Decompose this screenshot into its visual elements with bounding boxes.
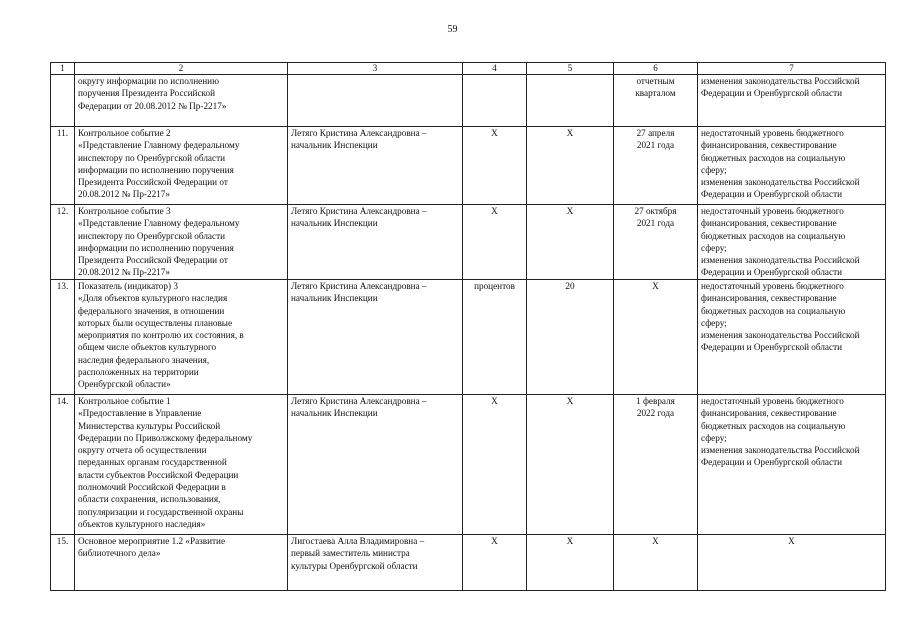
risk-factors: [698, 205, 886, 280]
target-value: X: [527, 535, 614, 591]
item-name: [75, 127, 288, 205]
item-name-line: Федерации от 20.08.2012 № Пр-2217»: [78, 100, 227, 111]
responsible-person-line: Летяго Кристина Александровна –: [291, 396, 427, 406]
risk-factors-line: изменения законодательства Российской: [701, 330, 860, 341]
risk-factors-line: сферу;: [701, 242, 727, 253]
deadline-date-line: X: [652, 536, 659, 546]
item-name-line: «Предоставление в Управление: [78, 408, 202, 419]
item-name-line: власти субъектов Российской Федерации: [78, 469, 239, 480]
target-value: X: [527, 127, 614, 205]
risk-factors-line: X: [788, 536, 795, 546]
item-name-line: округу информации по исполнению: [78, 76, 219, 86]
risk-factors-line: сферу;: [701, 164, 727, 175]
item-name-line: Федерации по Приволжскому федеральному: [78, 432, 253, 443]
row-number: [51, 75, 75, 127]
risk-factors-line: бюджетных расходов на социальную: [701, 420, 846, 431]
column-header: 7: [698, 63, 886, 75]
target-value: X: [527, 395, 614, 535]
item-name: [75, 535, 288, 591]
item-name-line: Оренбургской области»: [78, 379, 171, 390]
item-name: [75, 395, 288, 535]
item-name-line: «Доля объектов культурного наследия: [78, 293, 228, 304]
target-value: X: [527, 205, 614, 280]
responsible-person: [288, 205, 463, 280]
item-name: [75, 280, 288, 395]
risk-factors-line: недостаточный уровень бюджетного: [701, 396, 844, 406]
risk-factors: [698, 535, 886, 591]
risk-factors-line: недостаточный уровень бюджетного: [701, 128, 844, 138]
item-name-line: округу отчета об осуществлении: [78, 445, 207, 456]
risk-factors-line: Федерации и Оренбургской области: [701, 189, 842, 200]
deadline-date-line: 1 февраля: [636, 396, 675, 406]
item-name-line: Министерства культуры Российской: [78, 420, 221, 431]
item-name-line: Контрольное событие 3: [78, 206, 171, 216]
item-name-line: Контрольное событие 2: [78, 128, 171, 138]
item-name-line: переданных органам государственной: [78, 457, 227, 468]
risk-factors-line: финансирования, секвестирование: [701, 408, 837, 419]
risk-factors-line: недостаточный уровень бюджетного: [701, 281, 844, 291]
unit-value: процентов: [463, 280, 527, 395]
deadline-date-line: 27 апреля: [636, 128, 675, 138]
responsible-person-line: Летяго Кристина Александровна –: [291, 128, 427, 138]
table-row: [51, 205, 886, 280]
page-number: 59: [447, 24, 458, 35]
deadline-date: [614, 75, 698, 127]
unit-value: X: [463, 395, 527, 535]
item-name-line: общем числе объектов культурного: [78, 342, 217, 353]
risk-factors-line: Федерации и Оренбургской области: [701, 88, 842, 99]
item-name-line: библиотечного дела»: [78, 548, 161, 559]
responsible-person: [288, 395, 463, 535]
risk-factors-line: бюджетных расходов на социальную: [701, 305, 846, 316]
deadline-date-line: 27 октября: [634, 206, 677, 216]
column-header: 2: [75, 63, 288, 75]
risk-factors-line: недостаточный уровень бюджетного: [701, 206, 844, 216]
column-header: 6: [614, 63, 698, 75]
responsible-person-line: культуры Оренбургской области: [291, 560, 418, 571]
row-number: 14.: [51, 395, 75, 535]
item-name-line: «Представление Главному федеральному: [78, 140, 240, 151]
item-name-line: расположенных на территории: [78, 367, 199, 378]
risk-factors-line: изменения законодательства Российской: [701, 255, 860, 266]
responsible-person: [288, 535, 463, 591]
deadline-date-line: 2022 года: [636, 408, 675, 419]
risk-factors-line: Федерации и Оренбургской области: [701, 267, 842, 278]
item-name-line: поручения Президента Российской: [78, 88, 216, 99]
responsible-person: [288, 75, 463, 127]
responsible-person-line: начальник Инспекции: [291, 293, 378, 304]
risk-factors: [698, 75, 886, 127]
item-name-line: «Представление Главному федеральному: [78, 218, 240, 229]
responsible-person-line: Летяго Кристина Александровна –: [291, 206, 427, 216]
responsible-person: [288, 127, 463, 205]
deadline-date: [614, 205, 698, 280]
row-number: 13.: [51, 280, 75, 395]
risk-factors-line: финансирования, секвестирование: [701, 140, 837, 151]
risk-factors-line: изменения законодательства Российской: [701, 177, 860, 188]
item-name-line: информации по исполнению поручения: [78, 242, 234, 253]
responsible-person-line: Летяго Кристина Александровна –: [291, 281, 427, 291]
risk-factors-line: финансирования, секвестирование: [701, 218, 837, 229]
item-name-line: Контрольное событие 1: [78, 396, 171, 406]
row-number: 12.: [51, 205, 75, 280]
risk-factors: [698, 127, 886, 205]
risk-factors-line: финансирования, секвестирование: [701, 293, 837, 304]
responsible-person: [288, 280, 463, 395]
item-name-line: популяризации и государственной охраны: [78, 506, 244, 517]
column-header: 4: [463, 63, 527, 75]
deadline-date-line: 2021 года: [636, 140, 675, 151]
deadline-date: [614, 535, 698, 591]
row-number: 15.: [51, 535, 75, 591]
item-name-line: инспектору по Оренбургской области: [78, 152, 226, 163]
item-name-line: федерального значения, в отношении: [78, 305, 225, 316]
item-name: [75, 205, 288, 280]
risk-factors-line: изменения законодательства Российской: [701, 76, 860, 86]
row-number: 11.: [51, 127, 75, 205]
column-header: 1: [51, 63, 75, 75]
item-name-line: Президента Российской Федерации от: [78, 255, 228, 266]
deadline-date: [614, 280, 698, 395]
table-row: [51, 75, 886, 127]
item-name-line: наследия федерального значения,: [78, 354, 210, 365]
unit-value: [463, 75, 527, 127]
target-value: [527, 75, 614, 127]
item-name-line: инспектору по Оренбургской области: [78, 230, 226, 241]
item-name-line: 20.08.2012 № Пр-2217»: [78, 189, 170, 200]
responsible-person-line: начальник Инспекции: [291, 408, 378, 419]
item-name-line: объектов культурного наследия»: [78, 518, 206, 529]
risk-factors-line: бюджетных расходов на социальную: [701, 230, 846, 241]
unit-value: X: [463, 127, 527, 205]
table-row: [51, 127, 886, 205]
deadline-date: [614, 395, 698, 535]
deadline-date-line: X: [652, 281, 659, 291]
deadline-date-line: кварталом: [635, 88, 676, 99]
risk-factors-line: изменения законодательства Российской: [701, 445, 860, 456]
item-name-line: 20.08.2012 № Пр-2217»: [78, 267, 170, 278]
responsible-person-line: первый заместитель министра: [291, 548, 410, 559]
item-name-line: которых были осуществлены плановые: [78, 317, 233, 328]
risk-factors-line: Федерации и Оренбургской области: [701, 342, 842, 353]
risk-factors-line: сферу;: [701, 432, 727, 443]
table-row: [51, 280, 886, 395]
risk-factors-line: Федерации и Оренбургской области: [701, 457, 842, 468]
column-header: 3: [288, 63, 463, 75]
risk-factors-line: бюджетных расходов на социальную: [701, 152, 846, 163]
target-value: 20: [527, 280, 614, 395]
item-name-line: области сохранения, использования,: [78, 494, 221, 505]
unit-value: X: [463, 535, 527, 591]
table-row: [51, 395, 886, 535]
item-name-line: информации по исполнению поручения: [78, 164, 234, 175]
responsible-person-line: начальник Инспекции: [291, 218, 378, 229]
item-name-line: полномочий Российской Федерации в: [78, 482, 226, 493]
table-header-row: [51, 63, 886, 75]
unit-value: X: [463, 205, 527, 280]
deadline-date: [614, 127, 698, 205]
item-name-line: Показатель (индикатор) 3: [78, 281, 178, 291]
item-name-line: мероприятия по контролю их состояния, в: [78, 330, 244, 341]
item-name: [75, 75, 288, 127]
data-table: [50, 62, 886, 591]
risk-factors: [698, 395, 886, 535]
item-name-line: Основное мероприятие 1.2 «Развитие: [78, 536, 226, 546]
item-name-line: Президента Российской Федерации от: [78, 177, 228, 188]
table-row: [51, 535, 886, 591]
responsible-person-line: начальник Инспекции: [291, 140, 378, 151]
responsible-person-line: Лигостаева Алла Владимировна –: [291, 536, 425, 546]
risk-factors-line: сферу;: [701, 317, 727, 328]
risk-factors: [698, 280, 886, 395]
deadline-date-line: отчетным: [636, 76, 675, 86]
column-header: 5: [527, 63, 614, 75]
deadline-date-line: 2021 года: [636, 218, 675, 229]
